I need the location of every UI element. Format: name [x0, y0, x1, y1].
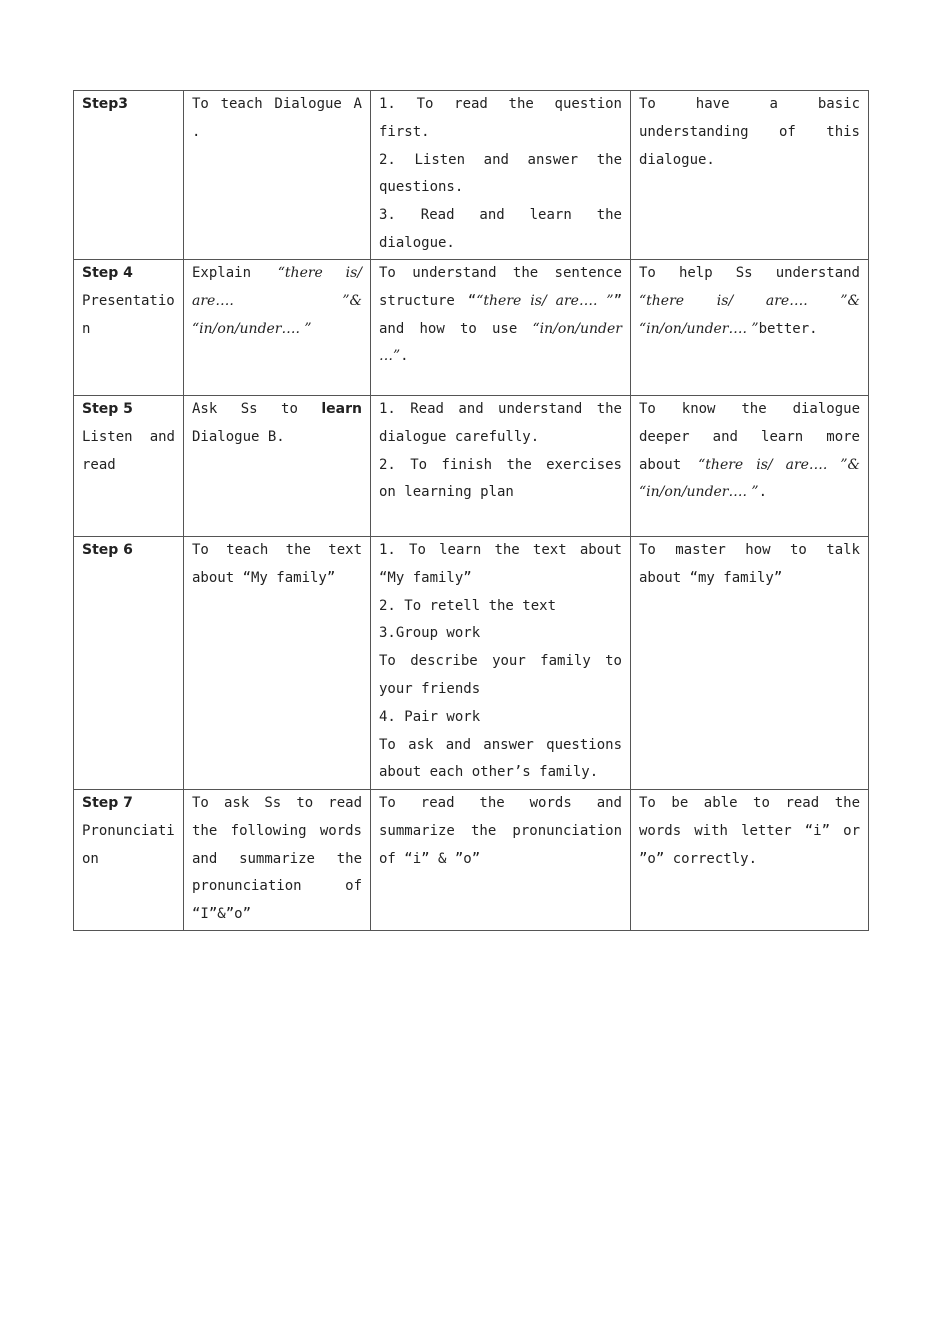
- table-row: [74, 537, 869, 790]
- step-cell: [74, 537, 184, 790]
- procedure-line: To ask and answer questions about each other’s family.: [379, 736, 622, 781]
- procedure-cell: [371, 396, 631, 537]
- activity-cell: [184, 537, 371, 790]
- table-row: [74, 396, 869, 537]
- purpose-cell: [631, 396, 869, 537]
- purpose-text: better.: [758, 320, 818, 337]
- activity-bold: learn: [321, 401, 362, 417]
- table-row: [74, 790, 869, 931]
- procedure-line: 4. Pair work: [379, 708, 481, 725]
- step-subtitle: Pronunciation: [82, 822, 175, 867]
- step-label: Step 4: [82, 265, 133, 281]
- activity-text: Explain: [192, 265, 278, 281]
- procedure-text: .: [400, 348, 409, 365]
- procedure-text: To understand the sentence structure “: [379, 265, 622, 309]
- purpose-text: To master how to talk about “my family”: [639, 542, 860, 586]
- lesson-plan-table: [73, 90, 869, 931]
- procedure-line: 2. Listen and answer the questions.: [379, 151, 622, 196]
- procedure-cell: [371, 790, 631, 931]
- activity-text: To teach Dialogue A .: [192, 96, 362, 140]
- procedure-line: 3.Group work: [379, 625, 481, 642]
- procedure-line: To describe your family to your friends: [379, 653, 622, 697]
- step-cell: [74, 396, 184, 537]
- purpose-text: .: [758, 484, 767, 501]
- step-label: Step 5: [82, 401, 133, 417]
- procedure-cell: [371, 537, 631, 790]
- activity-text: To ask Ss to read the following words and summarize the pronunciation of “I”&”o”: [192, 795, 362, 923]
- procedure-line: 2. To retell the text: [379, 597, 557, 614]
- procedure-italic: “there is/ are…. ”: [476, 292, 614, 309]
- procedure-line: 1. Read and understand the dialogue carefully.: [379, 401, 622, 445]
- step-label: Step 7: [82, 795, 133, 811]
- purpose-cell: [631, 790, 869, 931]
- activity-cell: [184, 790, 371, 931]
- table-row: [74, 91, 869, 260]
- activity-cell: [184, 396, 371, 537]
- step-label: Step3: [82, 96, 129, 112]
- step-subtitle: Presentation: [82, 292, 175, 337]
- procedure-line: 1. To read the question first.: [379, 96, 622, 140]
- activity-cell: [184, 260, 371, 396]
- activity-text: Dialogue B.: [192, 428, 285, 445]
- procedure-italic: “in/on/under …”: [379, 320, 622, 365]
- purpose-italic: “there is/ are…. ”& “in/on/under…. ”: [639, 456, 861, 501]
- purpose-text: To have a basic understanding of this dialogue.: [639, 96, 860, 168]
- activity-italic: “there is/ are…. ”&: [192, 265, 362, 309]
- purpose-cell: [631, 537, 869, 790]
- activity-text: Ask Ss to: [192, 401, 322, 417]
- procedure-line: To read the words and summarize the pronunciation of “i” & ”o”: [379, 795, 622, 867]
- step-subtitle: Listen and read: [82, 428, 175, 473]
- procedure-line: 3. Read and learn the dialogue.: [379, 207, 622, 251]
- purpose-cell: [631, 91, 869, 260]
- purpose-text: To know the dialogue deeper and learn more about: [639, 401, 860, 473]
- purpose-cell: [631, 260, 869, 396]
- step-cell: [74, 91, 184, 260]
- step-cell: [74, 260, 184, 396]
- purpose-text: To be able to read the words with letter “i” or ”o” correctly.: [639, 795, 860, 867]
- purpose-italic: “there is/ are…. ”& “in/on/under…. ”: [639, 292, 860, 337]
- activity-italic: “in/on/under…. ”: [192, 320, 312, 337]
- step-cell: [74, 790, 184, 931]
- table-row: [74, 260, 869, 396]
- activity-cell: [184, 91, 371, 260]
- procedure-text: ” and how to use: [379, 292, 622, 337]
- procedure-cell: [371, 91, 631, 260]
- procedure-line: 1. To learn the text about “My family”: [379, 542, 622, 586]
- purpose-text: To help Ss understand: [639, 265, 860, 281]
- activity-text: To teach the text about “My family”: [192, 542, 362, 586]
- procedure-cell: [371, 260, 631, 396]
- procedure-line: 2. To finish the exercises on learning plan: [379, 456, 622, 501]
- step-label: Step 6: [82, 542, 133, 558]
